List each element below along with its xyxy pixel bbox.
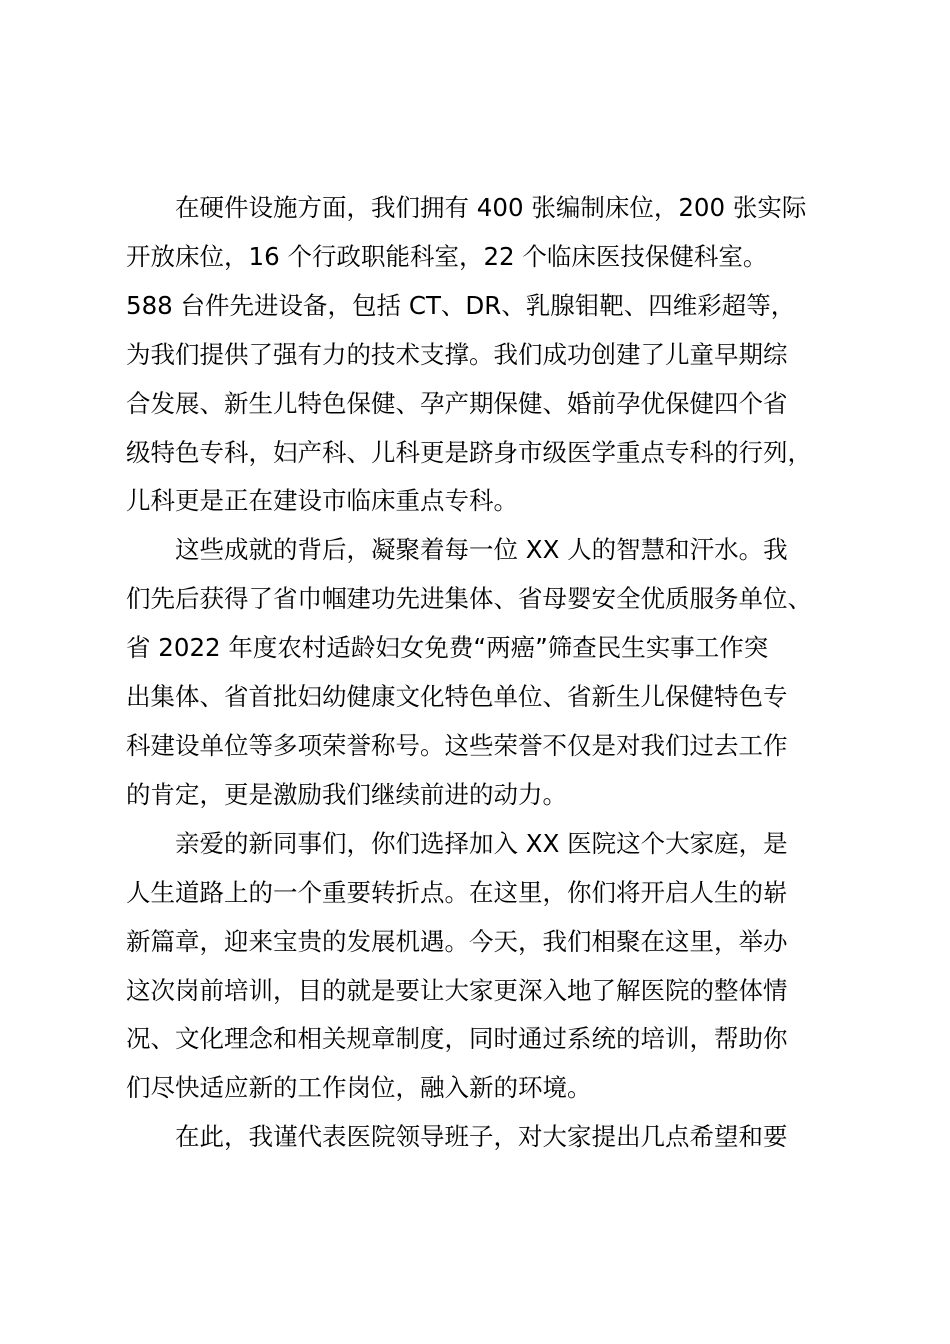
- text-line: 们先后获得了省巾帼建功先进集体、省母婴安全优质服务单位、: [126, 584, 812, 614]
- paragraph-hardware: [126, 184, 836, 526]
- paragraph-expectations: [126, 1113, 836, 1162]
- document-body: [126, 184, 836, 1162]
- text-line: 新篇章，迎来宝贵的发展机遇。今天，我们相聚在这里，举办: [126, 926, 788, 956]
- text-line: 人生道路上的一个重要转折点。在这里，你们将开启人生的崭: [126, 877, 788, 907]
- text-line: 合发展、新生儿特色保健、孕产期保健、婚前孕优保健四个省: [126, 388, 788, 418]
- text-line: 在硬件设施方面，我们拥有 400 张编制床位，200 张实际: [175, 193, 807, 222]
- text-line: 的肯定，更是激励我们继续前进的动力。: [126, 779, 567, 809]
- text-line: 这次岗前培训，目的就是要让大家更深入地了解医院的整体情: [126, 975, 788, 1005]
- text-line: 这些成就的背后，凝聚着每一位 XX 人的智慧和汗水。我: [175, 535, 788, 565]
- text-line: 况、文化理念和相关规章制度，同时通过系统的培训，帮助你: [126, 1024, 788, 1054]
- text-line: 588 台件先进设备，包括 CT、DR、乳腺钼靶、四维彩超等，: [126, 290, 796, 320]
- text-line: 们尽快适应新的工作岗位，融入新的环境。: [126, 1073, 592, 1103]
- paragraph-welcome: [126, 820, 836, 1113]
- text-line: 亲爱的新同事们，你们选择加入 XX 医院这个大家庭，是: [175, 828, 788, 858]
- text-line: 为我们提供了强有力的技术支撑。我们成功创建了儿童早期综: [126, 339, 788, 369]
- text-line: 省 2022 年度农村适龄妇女免费“两癌”筛查民生实事工作突: [126, 633, 769, 663]
- text-line: 级特色专科，妇产科、儿科更是跻身市级医学重点专科的行列，: [126, 437, 812, 467]
- text-line: 儿科更是正在建设市临床重点专科。: [126, 486, 518, 516]
- text-line: 在此，我谨代表医院领导班子，对大家提出几点希望和要: [175, 1122, 788, 1152]
- text-line: 科建设单位等多项荣誉称号。这些荣誉不仅是对我们过去工作: [126, 730, 788, 760]
- paragraph-honors: [126, 526, 836, 819]
- text-line: 出集体、省首批妇幼健康文化特色单位、省新生儿保健特色专: [126, 682, 788, 712]
- text-line: 开放床位，16 个行政职能科室，22 个临床医技保健科室。: [126, 241, 768, 271]
